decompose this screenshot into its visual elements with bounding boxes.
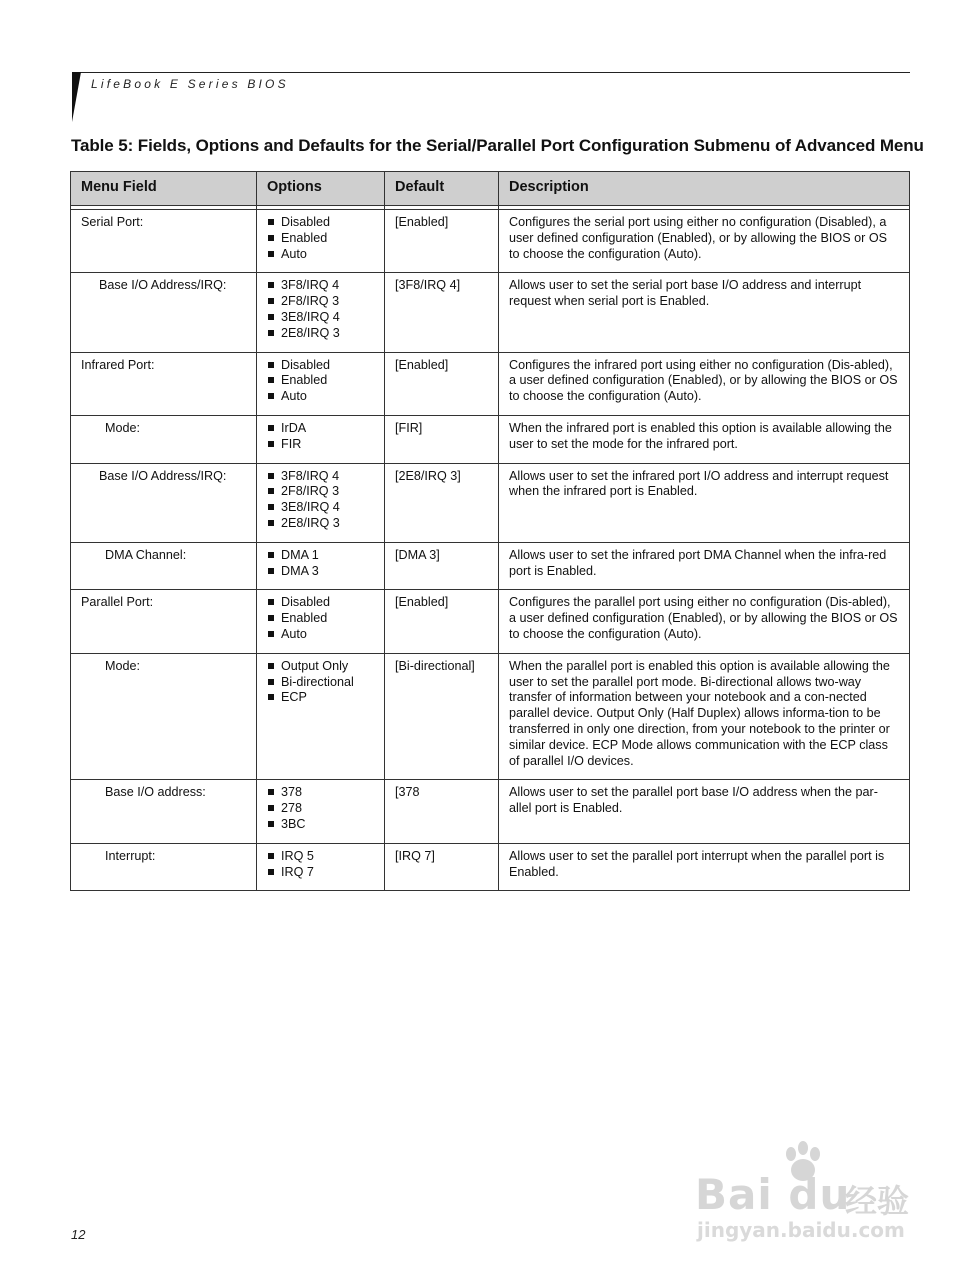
options-cell (257, 590, 385, 653)
square-bullet-icon (268, 488, 274, 494)
options-cell (257, 542, 385, 590)
options-cell (257, 653, 385, 780)
option-item: Bi-directional (267, 675, 375, 691)
option-item: Disabled (267, 595, 375, 611)
option-item: 2F8/IRQ 3 (267, 484, 375, 500)
table-row (71, 780, 910, 843)
square-bullet-icon (268, 631, 274, 637)
option-item: 3F8/IRQ 4 (267, 278, 375, 294)
default-cell: [IRQ 7] (385, 843, 499, 891)
menu-field-cell: Base I/O Address/IRQ: (71, 273, 257, 352)
description-cell: Configures the serial port using either no configuration (Disabled), a user defined configuration (Enabled), or by allowing the BIOS or OS to choose the configuration (Auto). (499, 210, 910, 273)
option-item: Auto (267, 389, 375, 405)
description-cell: Configures the infrared port using either no configuration (Dis-abled), a user defined configuration (Enabled), or by allowing the BIOS or OS to choose the configuration (Auto). (499, 352, 910, 415)
page-number: 12 (71, 1227, 86, 1242)
option-item: IRQ 7 (267, 865, 375, 881)
option-item: 3E8/IRQ 4 (267, 310, 375, 326)
watermark-url: jingyan.baidu.com (697, 1218, 905, 1242)
table-row (71, 542, 910, 590)
table-row (71, 273, 910, 352)
description-cell: Allows user to set the parallel port base I/O address when the par-allel port is Enabled. (499, 780, 910, 843)
square-bullet-icon (268, 441, 274, 447)
square-bullet-icon (268, 789, 274, 795)
option-item: 2E8/IRQ 3 (267, 326, 375, 342)
options-cell (257, 210, 385, 273)
option-item: 378 (267, 785, 375, 801)
option-item: Auto (267, 247, 375, 263)
option-item: Auto (267, 627, 375, 643)
option-item: Disabled (267, 215, 375, 231)
default-cell: [3F8/IRQ 4] (385, 273, 499, 352)
option-item: Disabled (267, 358, 375, 374)
column-header-description: Description (499, 172, 910, 206)
square-bullet-icon (268, 330, 274, 336)
column-header-options: Options (257, 172, 385, 206)
options-cell (257, 415, 385, 463)
menu-field-cell: Base I/O address: (71, 780, 257, 843)
options-cell (257, 463, 385, 542)
square-bullet-icon (268, 552, 274, 558)
square-bullet-icon (268, 235, 274, 241)
menu-field-cell: Mode: (71, 415, 257, 463)
option-item: Enabled (267, 611, 375, 627)
square-bullet-icon (268, 679, 274, 685)
running-head: LifeBook E Series BIOS (91, 77, 289, 91)
option-item: ECP (267, 690, 375, 706)
square-bullet-icon (268, 821, 274, 827)
option-item: Enabled (267, 231, 375, 247)
square-bullet-icon (268, 298, 274, 304)
option-item: FIR (267, 437, 375, 453)
description-cell: Allows user to set the infrared port I/O address and interrupt request when the infrared port is Enabled. (499, 463, 910, 542)
square-bullet-icon (268, 251, 274, 257)
description-cell: Allows user to set the parallel port interrupt when the parallel port is Enabled. (499, 843, 910, 891)
default-cell: [Enabled] (385, 352, 499, 415)
menu-field-cell: Serial Port: (71, 210, 257, 273)
square-bullet-icon (268, 805, 274, 811)
square-bullet-icon (268, 425, 274, 431)
option-item: Output Only (267, 659, 375, 675)
menu-field-cell: DMA Channel: (71, 542, 257, 590)
square-bullet-icon (268, 869, 274, 875)
square-bullet-icon (268, 694, 274, 700)
description-cell: Allows user to set the serial port base I/O address and interrupt request when serial port is Enabled. (499, 273, 910, 352)
option-item: 3E8/IRQ 4 (267, 500, 375, 516)
option-item: 278 (267, 801, 375, 817)
menu-field-cell: Mode: (71, 653, 257, 780)
description-cell: When the infrared port is enabled this option is available allowing the user to set the mode for the infrared port. (499, 415, 910, 463)
option-item: IrDA (267, 421, 375, 437)
square-bullet-icon (268, 362, 274, 368)
menu-field-cell: Base I/O Address/IRQ: (71, 463, 257, 542)
square-bullet-icon (268, 377, 274, 383)
description-cell: Configures the parallel port using either no configuration (Dis-abled), a user defined configuration (Enabled), or by allowing the BIOS or OS to choose the configuration (Auto). (499, 590, 910, 653)
options-cell (257, 273, 385, 352)
description-cell: Allows user to set the infrared port DMA Channel when the infra-red port is Enabled. (499, 542, 910, 590)
table-row (71, 653, 910, 780)
menu-field-cell: Parallel Port: (71, 590, 257, 653)
option-item: DMA 1 (267, 548, 375, 564)
column-header-default: Default (385, 172, 499, 206)
default-cell: [2E8/IRQ 3] (385, 463, 499, 542)
menu-field-cell: Interrupt: (71, 843, 257, 891)
table-row (71, 415, 910, 463)
table-row (71, 590, 910, 653)
square-bullet-icon (268, 504, 274, 510)
config-table (70, 171, 910, 891)
table-row (71, 463, 910, 542)
header-wedge-mark (72, 72, 81, 122)
option-item: 2E8/IRQ 3 (267, 516, 375, 532)
option-item: DMA 3 (267, 564, 375, 580)
watermark-brand: Bai du (695, 1170, 851, 1219)
description-cell: When the parallel port is enabled this option is available allowing the user to set the parallel port mode. Bi-directional allows two-way transfer of information between your notebook and a con-nected parallel device. Output Only (Half Duplex) allows informa-tion to be transferred in only one direction, from your notebook to the printer or similar device. ECP Mode allows communication with the ECP class of parallel I/O devices. (499, 653, 910, 780)
options-cell (257, 780, 385, 843)
square-bullet-icon (268, 599, 274, 605)
baidu-watermark (695, 1140, 920, 1240)
menu-field-cell: Infrared Port: (71, 352, 257, 415)
table-row (71, 843, 910, 891)
default-cell: [Enabled] (385, 210, 499, 273)
square-bullet-icon (268, 473, 274, 479)
square-bullet-icon (268, 663, 274, 669)
default-cell: [Bi-directional] (385, 653, 499, 780)
table-title: Table 5: Fields, Options and Defaults for the Serial/Parallel Port Configuration Submenu of Advanced Menu (71, 136, 924, 155)
header-rule (72, 72, 910, 73)
default-cell: [378 (385, 780, 499, 843)
square-bullet-icon (268, 568, 274, 574)
square-bullet-icon (268, 520, 274, 526)
default-cell: [Enabled] (385, 590, 499, 653)
square-bullet-icon (268, 314, 274, 320)
square-bullet-icon (268, 615, 274, 621)
column-header-menu-field: Menu Field (71, 172, 257, 206)
default-cell: [FIR] (385, 415, 499, 463)
square-bullet-icon (268, 282, 274, 288)
option-item: 3F8/IRQ 4 (267, 469, 375, 485)
table-header-row (71, 172, 910, 206)
option-item: IRQ 5 (267, 849, 375, 865)
options-cell (257, 843, 385, 891)
option-item: 2F8/IRQ 3 (267, 294, 375, 310)
option-item: 3BC (267, 817, 375, 833)
default-cell: [DMA 3] (385, 542, 499, 590)
square-bullet-icon (268, 393, 274, 399)
square-bullet-icon (268, 219, 274, 225)
options-cell (257, 352, 385, 415)
watermark-chinese: 经验 (845, 1182, 910, 1220)
option-item: Enabled (267, 373, 375, 389)
square-bullet-icon (268, 853, 274, 859)
table-row (71, 210, 910, 273)
table-row (71, 352, 910, 415)
